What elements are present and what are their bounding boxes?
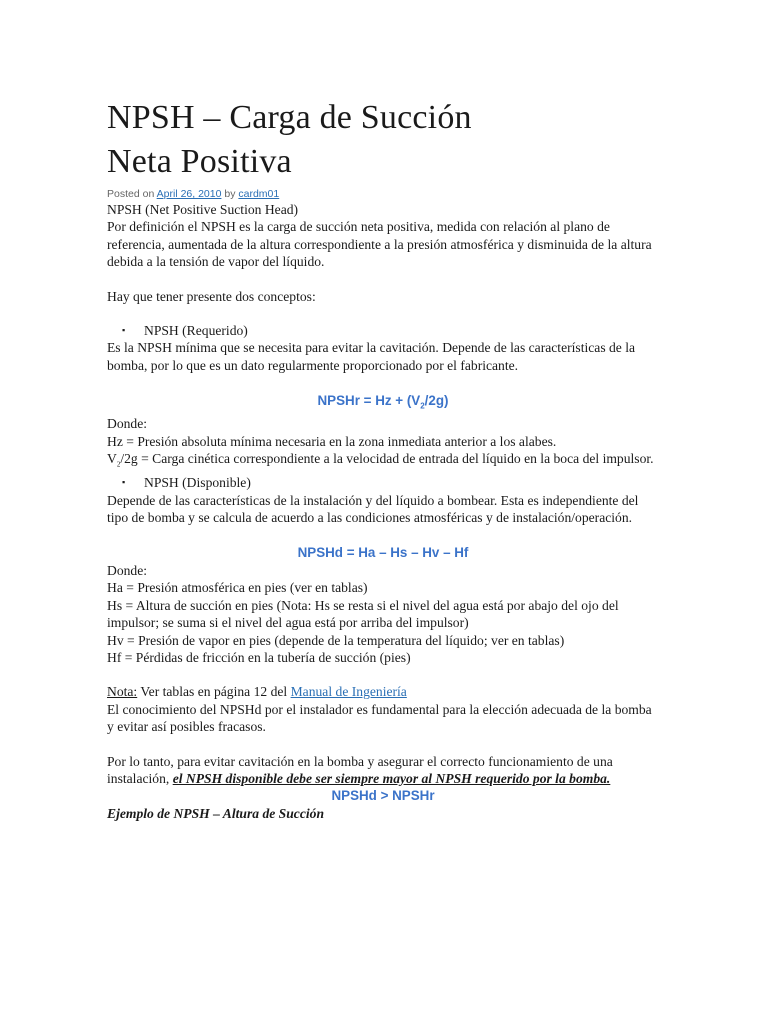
ha-definition: Ha = Presión atmosférica en pies (ver en tablas): [107, 580, 368, 596]
posted-by: by: [224, 188, 236, 200]
formula-compare: NPSHd > NPSHr: [331, 788, 435, 804]
v2-definition: [107, 450, 659, 474]
note-line: [107, 683, 659, 700]
available-paragraph: Depende de las características de la instalación y del líquido a bombear. Esta es independiente del tipo de bomba y se calcula de acuerdo a las condiciones atmosféricas y de instalación/operación.: [107, 492, 639, 526]
note-label: Nota:: [107, 684, 138, 700]
list-item-required: [107, 322, 659, 339]
post-meta: [107, 188, 659, 201]
hf-definition: Hf = Pérdidas de fricción en la tubería de succión (pies): [107, 649, 411, 665]
conclusion-paragraph: [107, 753, 659, 788]
manual-link[interactable]: Manual de Ingeniería: [290, 684, 407, 700]
posted-prefix: Posted on: [107, 188, 155, 200]
concepts-intro: Hay que tener presente dos conceptos:: [107, 288, 316, 304]
author-link[interactable]: cardm01: [238, 188, 280, 200]
intro-heading: NPSH (Net Positive Suction Head): [107, 202, 299, 217]
title-line-1: NPSH – Carga de Succión: [107, 99, 472, 136]
hs-definition: Hs = Altura de succión en pies (Nota: Hs se resta si el nivel del agua está por abajo del ojo del impulsor; se suma si el nivel del agua está por arriba del impulsor): [107, 597, 619, 631]
formula-npshr-b: /2g): [424, 393, 449, 409]
bullet-icon: ▪: [122, 325, 126, 336]
note-text: Ver tablas en página 12 del: [137, 684, 291, 700]
conclusion-text: Por lo tanto, para evitar cavitación en la bomba y asegurar el correcto funcionamiento de una instalación,: [107, 753, 613, 786]
required-paragraph: Es la NPSH mínima que se necesita para evitar la cavitación. Depende de las características de la bomba, por lo que es un dato regularmente proporcionado por el fabricante.: [107, 340, 636, 373]
v2-prefix: V: [107, 451, 117, 467]
v2-sub: 2: [116, 460, 121, 469]
formula-npshd: NPSHd = Ha – Hs – Hv – Hf: [297, 545, 469, 561]
hv-definition: Hv = Presión de vapor en pies (depende de la temperatura del líquido; ver en tablas): [107, 632, 565, 648]
conclusion-emphasis: el NPSH disponible debe ser siempre mayor al NPSH requerido por la bomba.: [172, 770, 611, 786]
article: [107, 96, 659, 822]
title-line-2: Neta Positiva: [107, 143, 292, 180]
example-heading: Ejemplo de NPSH – Altura de Succión: [107, 805, 325, 821]
intro-paragraph: Por definición el NPSH es la carga de succión neta positiva, medida con relación al plano de referencia, aumentada de la altura correspondiente a la presión atmosférica y disminuida de la altura debida a la tensión de vapor del líquido.: [107, 219, 652, 270]
page-title: [107, 96, 659, 184]
available-label: NPSH (Disponible): [144, 475, 251, 491]
donde-label-1: Donde:: [107, 416, 148, 432]
list-item-available: [107, 474, 659, 491]
knowledge-paragraph: El conocimiento del NPSHd por el instalador es fundamental para la elección adecuada de la bomba y evitar así posibles fracasos.: [107, 701, 652, 735]
v2-text: /2g = Carga cinética correspondiente a la velocidad de entrada del líquido en la boca del impulsor.: [120, 451, 654, 467]
posted-date-link[interactable]: April 26, 2010: [156, 188, 222, 200]
hz-definition: Hz = Presión absoluta mínima necesaria en la zona inmediata anterior a los alabes.: [107, 433, 557, 449]
formula-npshr: [107, 392, 659, 415]
donde-label-2: Donde:: [107, 562, 148, 578]
formula-npshr-a: NPSHr = Hz + (V: [317, 393, 421, 409]
formula-npshr-sub: 2: [420, 401, 425, 411]
bullet-icon: ▪: [122, 477, 126, 488]
required-label: NPSH (Requerido): [144, 323, 248, 339]
